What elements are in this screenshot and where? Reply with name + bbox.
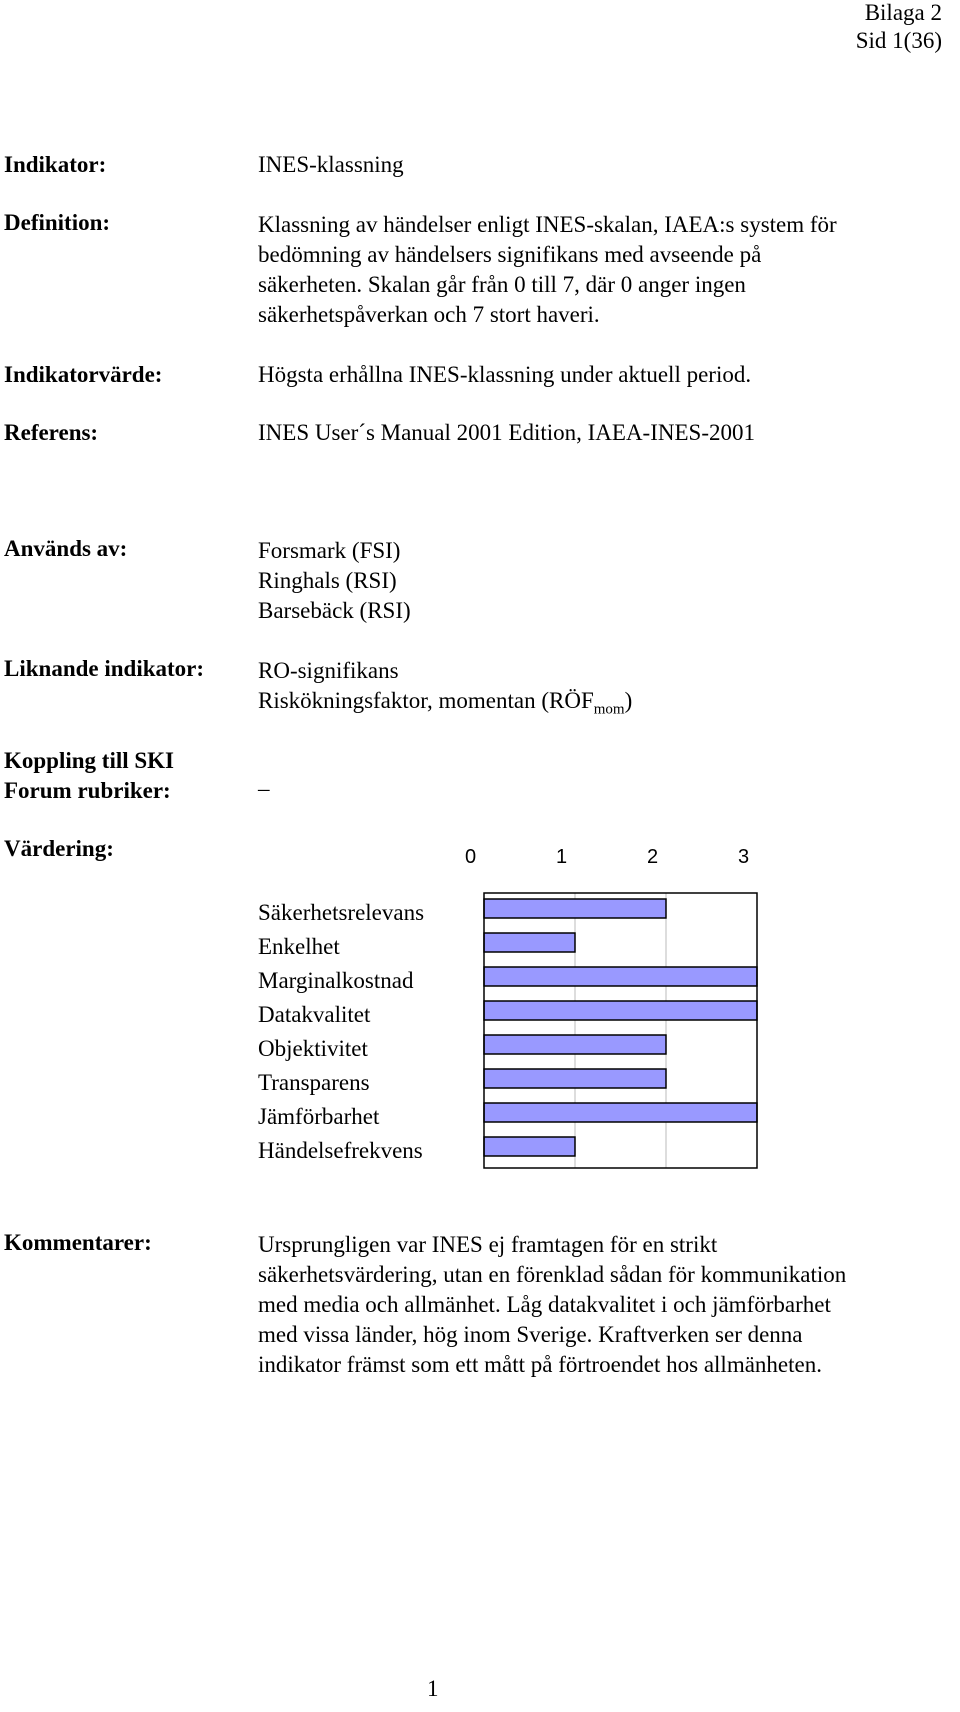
bar-marginalkostnad: [484, 967, 757, 986]
koppling-value: –: [258, 776, 270, 801]
category-label: Transparens: [258, 1070, 370, 1095]
bar-säkerhetsrelevans: [484, 899, 666, 918]
bar-datakvalitet: [484, 1001, 757, 1020]
bar-jämförbarhet: [484, 1103, 757, 1122]
referens-value: INES User´s Manual 2001 Edition, IAEA-INES-2001: [258, 420, 755, 445]
user-item: Barsebäck (RSI): [258, 598, 411, 623]
plot-frame: [484, 893, 757, 1168]
tick-label-1: 1: [556, 846, 568, 868]
kommentar-line: med media och allmänhet. Låg datakvalitet i och jämförbarhet: [258, 1292, 831, 1317]
koppling-label-line: Forum rubriker:: [4, 778, 171, 803]
header-bilaga: Bilaga 2: [864, 0, 942, 25]
anvands-av-label: Används av:: [4, 536, 128, 561]
liknande-line2-main: Riskökningsfaktor, momentan (RÖF: [258, 688, 594, 713]
user-item: Ringhals (RSI): [258, 568, 397, 593]
liknande-line: [258, 686, 632, 725]
category-label: Jämförbarhet: [258, 1104, 380, 1129]
bar-händelsefrekvens: [484, 1137, 575, 1156]
tick-label-3: 3: [738, 846, 750, 868]
tick-label-0: 0: [465, 846, 477, 868]
definition-text: [258, 210, 837, 330]
category-label: Objektivitet: [258, 1036, 368, 1061]
definition-line: Klassning av händelser enligt INES-skalan, IAEA:s system för: [258, 212, 837, 237]
anvands-av-list: [258, 536, 411, 626]
definition-line: bedömning av händelsers signifikans med avseende på: [258, 242, 762, 267]
bar-transparens: [484, 1069, 666, 1088]
koppling-label-line: Koppling till SKI: [4, 748, 175, 773]
category-label: Säkerhetsrelevans: [258, 900, 425, 925]
tick-label-2: 2: [647, 846, 659, 868]
liknande-label: Liknande indikator:: [4, 656, 205, 681]
category-label: Händelsefrekvens: [258, 1138, 423, 1163]
kommentar-line: Ursprungligen var INES ej framtagen för en strikt: [258, 1232, 718, 1257]
category-label: Datakvalitet: [258, 1002, 371, 1027]
indikatorvarde-label: Indikatorvärde:: [4, 362, 163, 387]
definition-line: säkerheten. Skalan går från 0 till 7, där 0 anger ingen: [258, 272, 746, 297]
liknande-value: [258, 656, 632, 725]
category-label: Marginalkostnad: [258, 968, 414, 993]
referens-label: Referens:: [4, 420, 99, 445]
kommentar-line: med vissa länder, hög inom Sverige. Kraftverken ser denna: [258, 1322, 803, 1347]
liknande-line: RO-signifikans: [258, 658, 399, 683]
liknande-line2-end: ): [624, 688, 633, 713]
category-label: Enkelhet: [258, 934, 340, 959]
bar-objektivitet: [484, 1035, 666, 1054]
vardering-label: Värdering:: [4, 836, 114, 861]
indikator-label: Indikator:: [4, 152, 107, 177]
header-page-ref: Sid 1(36): [855, 28, 942, 53]
kommentarer-text: [258, 1230, 846, 1380]
definition-label: Definition:: [4, 210, 111, 235]
bar-enkelhet: [484, 933, 575, 952]
kommentar-line: säkerhetsvärdering, utan en förenklad sådan för kommunikation: [258, 1262, 847, 1287]
user-item: Forsmark (FSI): [258, 538, 401, 563]
indikator-value: INES-klassning: [258, 152, 404, 177]
liknande-sub: mom: [593, 701, 625, 718]
kommentarer-label: Kommentarer:: [4, 1230, 152, 1255]
indikatorvarde-value: Högsta erhållna INES-klassning under aktuell period.: [258, 362, 752, 387]
definition-line: säkerhetspåverkan och 7 stort haveri.: [258, 302, 600, 327]
page-number: 1: [427, 1676, 439, 1701]
kommentar-line: indikator främst som ett mått på förtroendet hos allmänheten.: [258, 1352, 822, 1377]
koppling-label: [4, 746, 174, 806]
